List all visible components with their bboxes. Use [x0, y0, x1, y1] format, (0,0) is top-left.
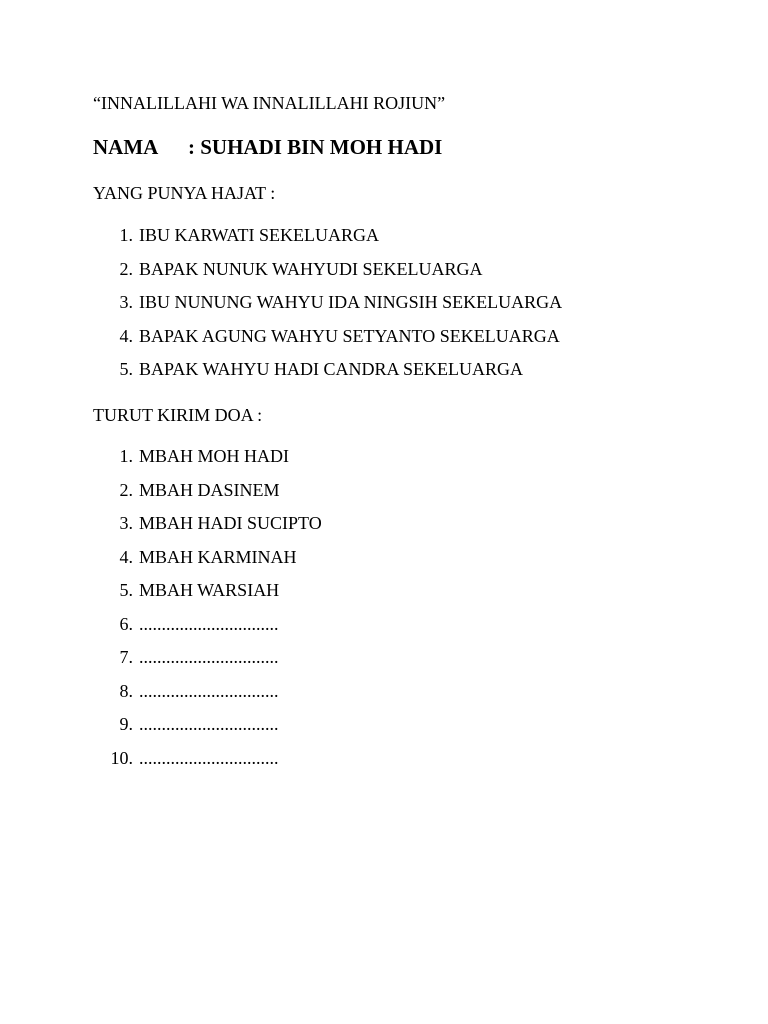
list-text: ...............................	[139, 613, 279, 634]
list-number: 4.	[119, 546, 133, 567]
name-label: NAMA	[93, 135, 159, 159]
list-text: IBU NUNUNG WAHYU IDA NINGSIH SEKELUARGA	[139, 292, 563, 312]
list-number: 7.	[119, 647, 133, 667]
opening-phrase: “INNALILLAHI WA INNALILLAHI ROJIUN”	[93, 93, 446, 113]
list-number: 5.	[119, 359, 133, 379]
list-number: 2.	[119, 479, 133, 500]
list-number: 1.	[119, 446, 133, 466]
doa-heading: TURUT KIRIM DOA :	[93, 405, 263, 425]
list-number: 6.	[119, 613, 133, 634]
list-text: BAPAK NUNUK WAHYUDI SEKELUARGA	[139, 258, 483, 279]
name-line	[93, 134, 442, 160]
list-text: ...............................	[139, 647, 279, 667]
list-number: 3.	[119, 292, 133, 312]
list-text: MBAH MOH HADI	[139, 446, 290, 466]
list-number: 1.	[119, 225, 133, 245]
list-number: 4.	[119, 325, 133, 346]
list-number: 5.	[119, 580, 133, 600]
list-number: 3.	[119, 513, 133, 533]
list-text: MBAH DASINEM	[139, 479, 280, 500]
list-text: IBU KARWATI SEKELUARGA	[139, 225, 379, 245]
list-text: BAPAK WAHYU HADI CANDRA SEKELUARGA	[139, 359, 524, 379]
list-text: ...............................	[139, 714, 279, 734]
list-text: ...............................	[139, 680, 279, 701]
list-text: MBAH KARMINAH	[139, 546, 297, 567]
list-number: 8.	[119, 680, 133, 701]
name-value: : SUHADI BIN MOH HADI	[188, 135, 443, 159]
list-text: MBAH WARSIAH	[139, 580, 280, 600]
list-number: 10.	[110, 747, 133, 768]
hajat-heading: YANG PUNYA HAJAT :	[93, 183, 276, 203]
list-text: ...............................	[139, 747, 279, 768]
list-text: BAPAK AGUNG WAHYU SETYANTO SEKELUARGA	[139, 325, 560, 346]
list-text: MBAH HADI SUCIPTO	[139, 513, 322, 533]
list-number: 9.	[119, 714, 133, 734]
list-number: 2.	[119, 258, 133, 279]
